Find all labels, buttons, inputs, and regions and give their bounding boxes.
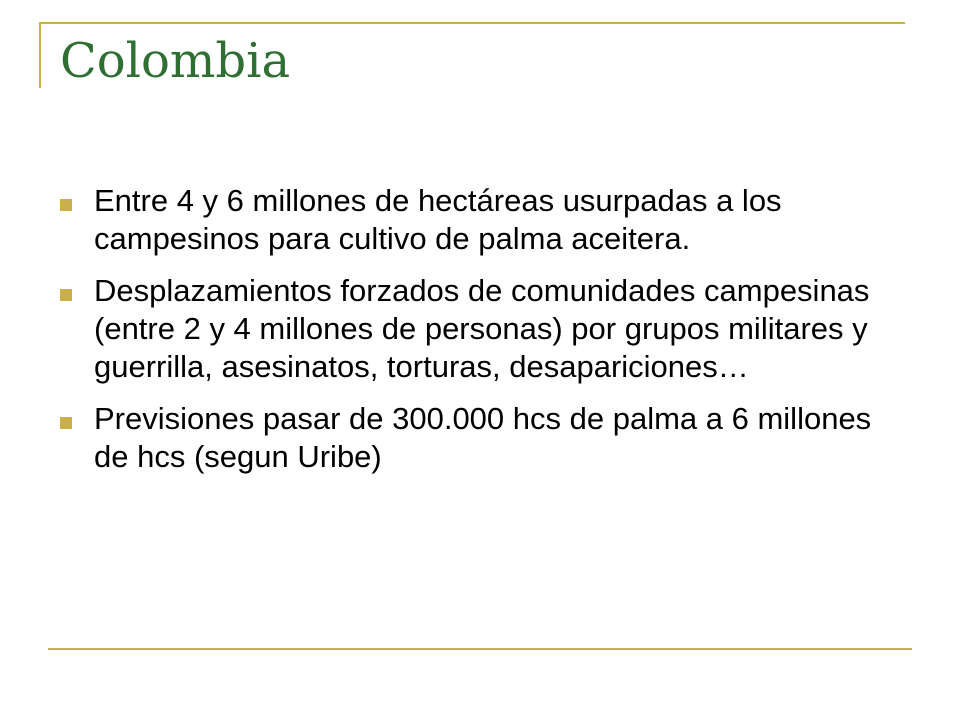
bottom-rule bbox=[48, 648, 912, 650]
bullet-text: Desplazamientos forzados de comunidades campesinas (entre 2 y 4 millones de personas) por grupos militares y guerrilla, asesinatos, torturas, desapariciones… bbox=[94, 273, 870, 384]
square-bullet-icon bbox=[60, 289, 72, 301]
top-rule bbox=[40, 22, 905, 24]
bullet-text: Previsiones pasar de 300.000 hcs de palma a 6 millones de hcs (segun Uribe) bbox=[94, 401, 872, 474]
bullet-list bbox=[60, 182, 900, 490]
bullet-item bbox=[60, 272, 900, 386]
bullet-text: Entre 4 y 6 millones de hectáreas usurpadas a los campesinos para cultivo de palma aceitera. bbox=[94, 183, 782, 256]
square-bullet-icon bbox=[60, 417, 72, 429]
slide-title: Colombia bbox=[60, 33, 291, 89]
bullet-item bbox=[60, 400, 900, 476]
bullet-item bbox=[60, 182, 900, 258]
left-rule bbox=[39, 22, 41, 88]
square-bullet-icon bbox=[60, 199, 72, 211]
